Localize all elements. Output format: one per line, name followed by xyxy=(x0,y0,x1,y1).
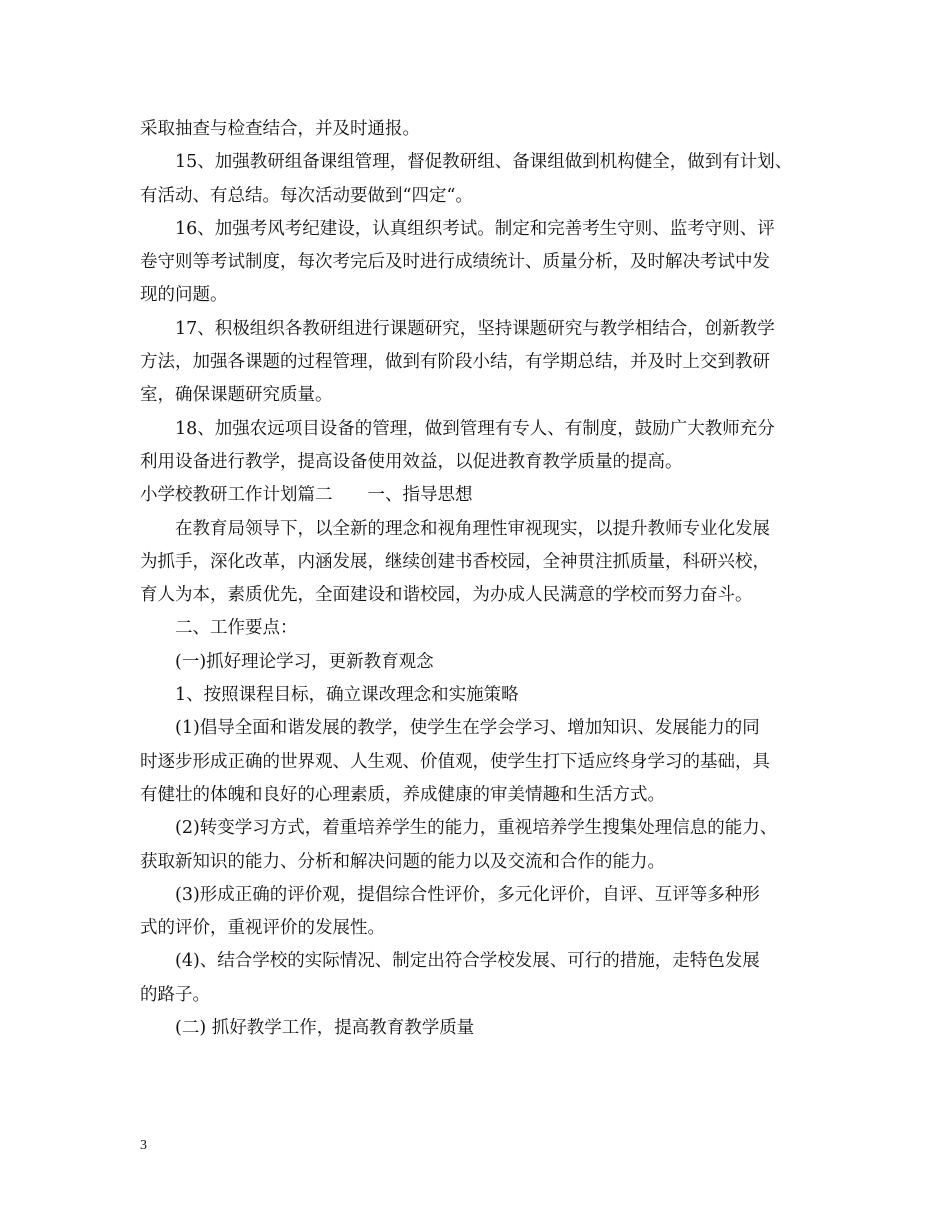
text-line: (2)转变学习方式，着重培养学生的能力，重视培养学生搜集处理信息的能力、 xyxy=(175,818,778,839)
page-number: 3 xyxy=(140,1138,147,1153)
text-line: 采取抽查与检查结合，并及时通报。 xyxy=(140,119,420,139)
text-line: 18、加强农远项目设备的管理，做到管理有专人、有制度，鼓励广大教师充分 xyxy=(175,418,775,439)
text-line: (3)形成正确的评价观，提倡综合性评价，多元化评价，自评、互评等多种形 xyxy=(175,884,760,905)
text-line: (4)、结合学校的实际情况、制定出符合学校发展、可行的措施，走特色发展 xyxy=(175,951,760,972)
document-body xyxy=(140,113,820,1045)
text-line: 时逐步形成正确的世界观、人生观、价值观，使学生打下适应终身学习的基础，具 xyxy=(140,751,770,772)
text-line: 1、按照课程目标，确立课改理念和实施策略 xyxy=(175,685,519,706)
text-line: (一)抓好理论学习，更新教育观念 xyxy=(175,651,434,672)
text-line: 有健壮的体魄和良好的心理素质，养成健康的审美情趣和生活方式。 xyxy=(140,784,665,805)
text-line: 室，确保课题研究质量。 xyxy=(140,385,333,406)
text-line: 小学校教研工作计划篇二 一、指导思想 xyxy=(140,485,473,506)
text-line: 有活动、有总结。每次活动要做到“四定“。 xyxy=(140,185,473,206)
text-line: 现的问题。 xyxy=(140,285,228,306)
text-line: 在教育局领导下，以全新的理念和视角理性审视现实，以提升教师专业化发展 xyxy=(175,518,770,539)
text-line: 利用设备进行教学，提高设备使用效益，以促进教育教学质量的提高。 xyxy=(140,451,683,472)
text-line: 育人为本，素质优先，全面建设和谐校园，为办成人民满意的学校而努力奋斗。 xyxy=(140,585,753,606)
text-line: 方法，加强各课题的过程管理，做到有阶段小结，有学期总结，并及时上交到教研 xyxy=(140,352,770,373)
text-line: (1)倡导全面和谐发展的教学，使学生在学会学习、增加知识、发展能力的同 xyxy=(175,718,760,739)
text-line: 式的评价，重视评价的发展性。 xyxy=(140,918,385,939)
text-line: 二、工作要点： xyxy=(175,618,298,639)
text-line: 为抓手，深化改革，内涵发展，继续创建书香校园，全神贯注抓质量，科研兴校， xyxy=(140,551,770,572)
text-line: 16、加强考风考纪建设，认真组织考试。制定和完善考生守则、监考守则、评 xyxy=(175,218,775,239)
text-line: 卷守则等考试制度，每次考完后及时进行成绩统计、质量分析，及时解决考试中发 xyxy=(140,252,770,273)
text-line: 获取新知识的能力、分析和解决问题的能力以及交流和合作的能力。 xyxy=(140,851,665,872)
text-line: (二) 抓好教学工作，提高教育教学质量 xyxy=(175,1018,475,1039)
text-line: 15、加强教研组备课组管理，督促教研组、备课组做到机构健全，做到有计划、 xyxy=(175,152,793,173)
text-line: 17、积极组织各教研组进行课题研究，坚持课题研究与教学相结合，创新教学 xyxy=(175,318,775,339)
text-line: 的路子。 xyxy=(140,984,210,1005)
